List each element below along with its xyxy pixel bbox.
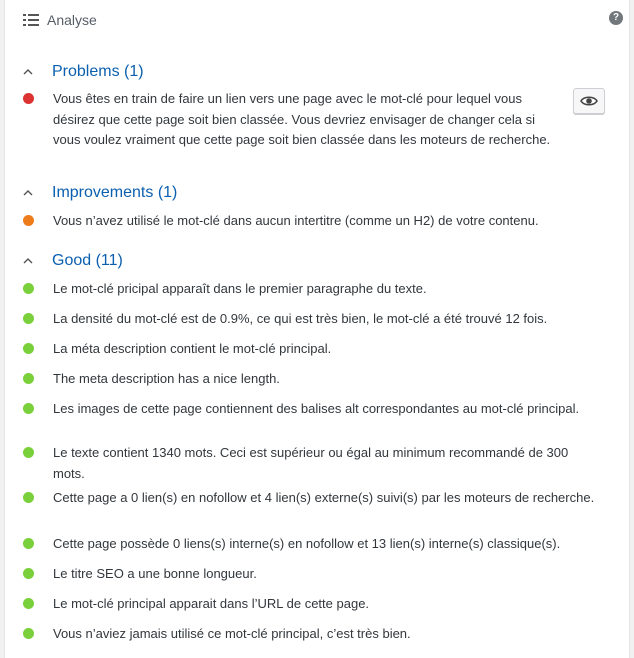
improvement-bullet — [23, 215, 34, 226]
good-text: Le mot-clé principal apparait dans l’URL de cette page. — [53, 596, 370, 611]
section-title-improvements: Improvements (1) — [52, 184, 178, 201]
good-item — [23, 488, 603, 509]
list-icon — [23, 13, 39, 27]
good-bullet — [23, 538, 34, 549]
section-toggle-improvements[interactable] — [23, 182, 177, 204]
good-bullet — [23, 447, 34, 458]
good-bullet — [23, 492, 34, 503]
improvement-text: Vous n’avez utilisé le mot-clé dans aucun intertitre (comme un H2) de votre contenu. — [53, 213, 539, 228]
chevron-up-icon — [23, 188, 33, 198]
improvement-item — [23, 211, 603, 232]
good-text: Le titre SEO a une bonne longueur. — [53, 566, 257, 581]
section-title-good: Good (11) — [52, 252, 123, 269]
problem-item — [23, 89, 553, 151]
good-item — [23, 309, 603, 330]
problem-bullet — [23, 93, 34, 104]
analysis-panel — [4, 0, 630, 658]
good-bullet — [23, 283, 34, 294]
good-text: La méta description contient le mot-clé principal. — [53, 341, 332, 356]
good-text: Cette page possède 0 liens(s) interne(s) en nofollow et 13 lien(s) interne(s) classique(s). — [53, 536, 561, 551]
problem-text: Vous êtes en train de faire un lien vers une page avec le mot-clé pour lequel vous désirez que cette page soit bien classée. Vous devriez envisager de changer cela si vous voulez vraiment que cette page soit bien classée dans les moteurs de recherche. — [53, 91, 551, 147]
good-text: Vous n’aviez jamais utilisé ce mot-clé principal, c’est très bien. — [53, 626, 411, 641]
good-text: La densité du mot-clé est de 0.9%, ce qui est très bien, le mot-clé a été trouvé 12 fois. — [53, 311, 548, 326]
good-text: Le texte contient 1340 mots. Ceci est supérieur ou égal au minimum recommandé de 300 mots. — [53, 445, 569, 481]
good-bullet — [23, 313, 34, 324]
good-bullet — [23, 403, 34, 414]
chevron-up-icon — [23, 256, 33, 266]
analysis-header[interactable] — [23, 10, 97, 30]
good-bullet — [23, 373, 34, 384]
good-bullet — [23, 628, 34, 639]
good-bullet — [23, 343, 34, 354]
section-toggle-problems[interactable] — [23, 61, 144, 83]
good-text: The meta description has a nice length. — [53, 371, 280, 386]
good-bullet — [23, 598, 34, 609]
good-item — [23, 624, 603, 645]
eye-icon — [580, 95, 598, 107]
good-item — [23, 534, 603, 555]
good-item — [23, 443, 603, 484]
highlight-eye-button[interactable] — [573, 88, 605, 114]
good-text: Le mot-clé pricipal apparaît dans le premier paragraphe du texte. — [53, 281, 427, 296]
good-text: Cette page a 0 lien(s) en nofollow et 4 lien(s) externe(s) suivi(s) par les moteurs de recherche. — [53, 490, 595, 505]
panel-title: Analyse — [47, 12, 97, 28]
help-icon[interactable]: ? — [609, 11, 623, 25]
good-text: Les images de cette page contiennent des balises alt correspondantes au mot-clé principal. — [53, 401, 580, 416]
good-bullet — [23, 568, 34, 579]
good-item — [23, 279, 603, 300]
good-item — [23, 369, 603, 390]
chevron-up-icon — [23, 67, 33, 77]
section-toggle-good[interactable] — [23, 250, 123, 272]
good-item — [23, 564, 603, 585]
section-title-problems: Problems (1) — [52, 63, 144, 80]
good-item — [23, 399, 603, 420]
good-item — [23, 594, 603, 615]
good-item — [23, 339, 603, 360]
